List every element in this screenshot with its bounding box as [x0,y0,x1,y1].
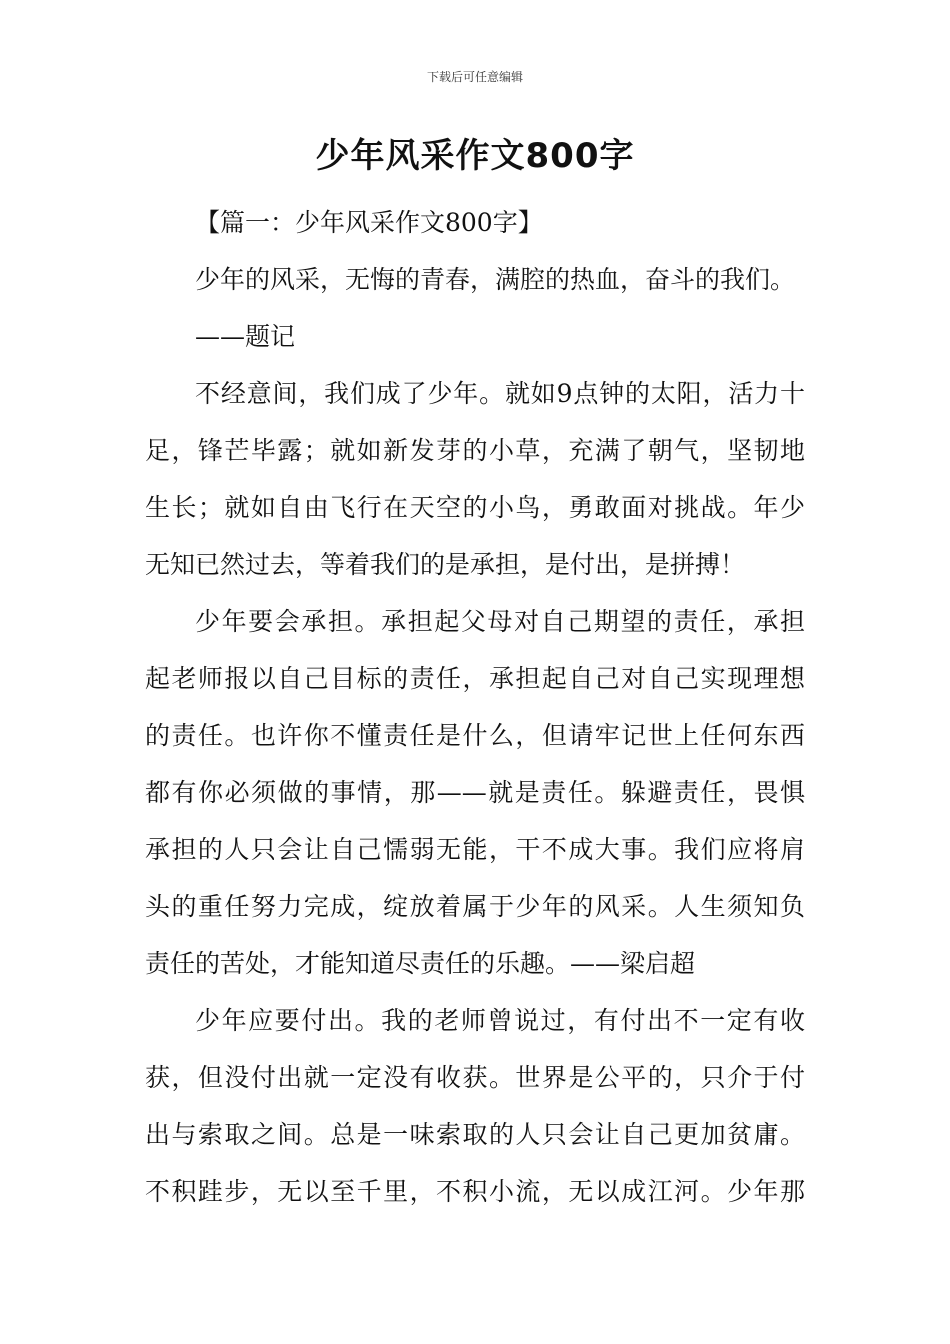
document-title: 少年风采作文800字 [315,136,635,176]
paragraph-line: 承担的人只会让自己懦弱无能，干不成大事。我们应将肩 [145,835,805,864]
paragraph-line: 头的重任努力完成，绽放着属于少年的风采。人生须知负 [145,892,805,921]
paragraph-line: 足，锋芒毕露；就如新发芽的小草，充满了朝气，坚韧地 [145,436,805,465]
page-header: 下载后可任意编辑 [426,70,523,84]
epigraph-text: 少年的风采，无悔的青春，满腔的热血，奋斗的我们。 [195,265,796,294]
epigraph-attribution: ——题记 [195,322,296,351]
paragraph-line: 出与索取之间。总是一味索取的人只会让自己更加贫庸。 [145,1120,805,1149]
section-heading: 【篇一：少年风采作文800字】 [195,208,543,237]
paragraph-line: 少年应要付出。我的老师曾说过，有付出不一定有收 [195,1006,805,1035]
paragraph-line: 生长；就如自由飞行在天空的小鸟，勇敢面对挑战。年少 [145,493,805,522]
paragraph-line: 起老师报以自己目标的责任，承担起自己对自己实现理想 [145,664,805,693]
paragraph-line: 不经意间，我们成了少年。就如9点钟的太阳，活力十 [195,379,805,408]
paragraph-line: 无知已然过去，等着我们的是承担，是付出，是拼搏！ [145,550,746,579]
paragraph-line: 少年要会承担。承担起父母对自己期望的责任，承担 [195,607,805,636]
paragraph-line: 不积跬步，无以至千里，不积小流，无以成江河。少年那 [145,1177,805,1206]
paragraph-line: 都有你必须做的事情，那——就是责任。躲避责任，畏惧 [145,778,805,807]
paragraph-line: 责任的苦处，才能知道尽责任的乐趣。——梁启超 [145,949,696,978]
paragraph-line: 的责任。也许你不懂责任是什么，但请牢记世上任何东西 [145,721,805,750]
paragraph-line: 获，但没付出就一定没有收获。世界是公平的，只介于付 [145,1063,805,1092]
